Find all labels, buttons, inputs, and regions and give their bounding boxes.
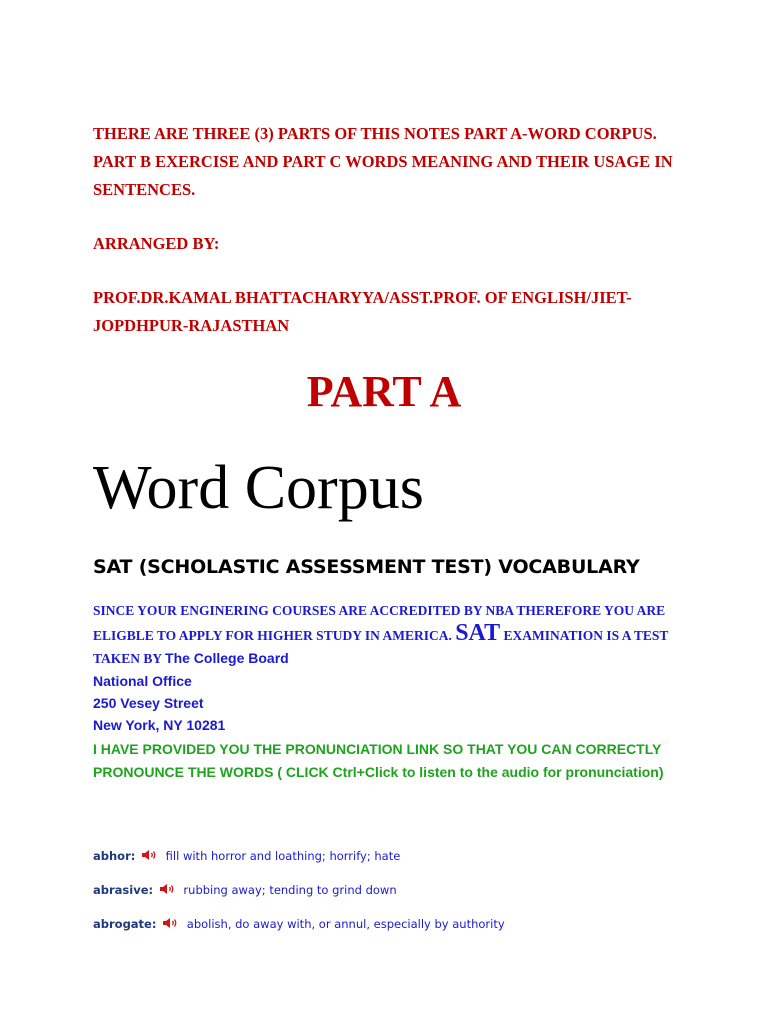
vocab-word: abrogate: — [93, 917, 157, 931]
section-title: Word Corpus — [93, 454, 424, 522]
exam-text: EXAMINATION IS A TEST TAKEN BY — [93, 628, 669, 666]
vocab-definition: fill with horror and loathing; horrify; hate — [165, 849, 401, 863]
vocab-word: abrasive: — [93, 883, 154, 897]
vocab-definition: rubbing away; tending to grind down — [183, 883, 397, 897]
part-title: PART A — [306, 367, 462, 416]
sat-heading: SAT (SCHOLASTIC ASSESSMENT TEST) VOCABULARY — [93, 556, 640, 578]
sat-word: SAT — [455, 620, 501, 646]
speaker-icon[interactable] — [141, 849, 159, 861]
speaker-icon[interactable] — [159, 883, 177, 895]
vocab-entry — [93, 847, 400, 865]
vocab-word: abhor: — [93, 849, 136, 863]
pronunciation-note: I HAVE PROVIDED YOU THE PRONUNCIATION LINK SO THAT YOU CAN CORRECTLY PRONOUNCE THE WORDS ( CLICK Ctrl+Click to listen to the audio for pronunciation) — [93, 741, 664, 780]
eligibility-text: SINCE YOUR ENGINERING COURSES ARE ACCREDITED BY NBA THEREFORE YOU ARE ELIGBLE TO APPLY FOR HIGHER STUDY IN AMERICA. — [93, 603, 666, 643]
address-line-3: New York, NY 10281 — [93, 717, 226, 733]
speaker-icon[interactable] — [162, 917, 180, 929]
vocab-entry — [93, 915, 505, 933]
college-board: The College Board — [165, 650, 289, 666]
arranged-by-label: ARRANGED BY: — [93, 234, 220, 253]
eligibility-paragraph — [93, 600, 713, 736]
vocab-definition: abolish, do away with, or annul, especially by authority — [186, 917, 505, 931]
vocab-entry — [93, 881, 397, 899]
address-line-2: 250 Vesey Street — [93, 695, 204, 711]
author-credit: PROF.DR.KAMAL BHATTACHARYYA/ASST.PROF. OF ENGLISH/JIET-JOPDHPUR-RAJASTHAN — [93, 288, 632, 335]
address-line-1: National Office — [93, 673, 192, 689]
intro-paragraph: THERE ARE THREE (3) PARTS OF THIS NOTES PART A-WORD CORPUS. PART B EXERCISE AND PART C WORDS MEANING AND THEIR USAGE IN SENTENCES. — [93, 124, 673, 199]
